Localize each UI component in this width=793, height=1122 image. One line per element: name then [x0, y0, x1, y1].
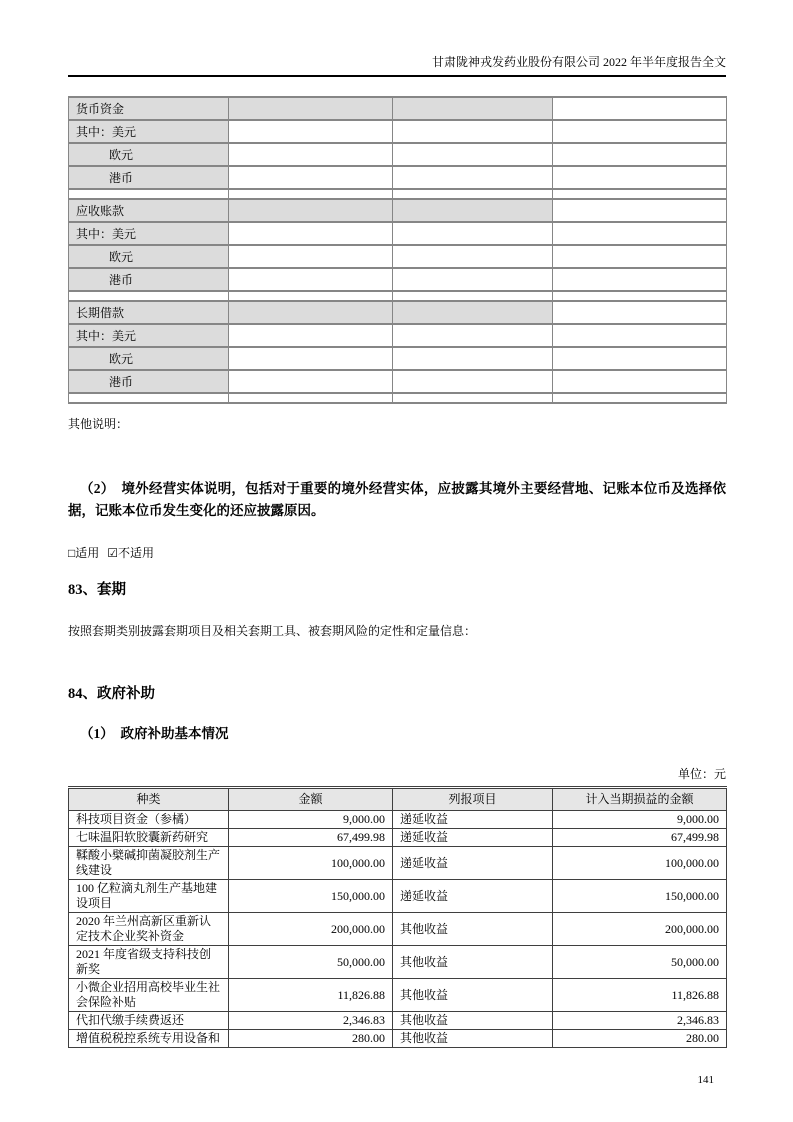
section-84-heading: 84、政府补助 [68, 686, 155, 702]
cell-amount: 2,346.83 [229, 1012, 393, 1030]
fx-spacer-row [69, 189, 727, 199]
fx-value-cell [553, 268, 727, 291]
fx-value-cell [393, 222, 553, 245]
fx-item-row [69, 347, 727, 370]
fx-item-label: 港币 [69, 166, 229, 189]
cell-category: 七味温阳软胶囊新药研究 [69, 829, 229, 847]
fx-value-cell [553, 222, 727, 245]
fx-value-cell [229, 97, 393, 120]
report-title: 甘肃陇神戎发药业股份有限公司 2022 年半年度报告全文 [431, 55, 726, 69]
cell-current-profit: 2,346.83 [553, 1012, 727, 1030]
fx-empty-cell [393, 291, 553, 301]
subsidy-row [69, 979, 727, 1012]
fx-empty-cell [553, 189, 727, 199]
fx-value-cell [553, 97, 727, 120]
cell-current-profit: 100,000.00 [553, 847, 727, 880]
fx-value-cell [229, 268, 393, 291]
applicable-checkbox: □适用 [68, 546, 100, 560]
cell-category: 100 亿粒滴丸剂生产基地建设项目 [69, 880, 229, 913]
cell-report-item: 其他收益 [393, 946, 553, 979]
subsidy-row [69, 1012, 727, 1030]
fx-value-cell [229, 347, 393, 370]
foreign-currency-table [68, 96, 727, 404]
cell-report-item: 递延收益 [393, 829, 553, 847]
not-applicable-checkbox: ☑不适用 [107, 546, 155, 560]
fx-empty-cell [229, 189, 393, 199]
other-note-label: 其他说明： [68, 417, 129, 431]
fx-item-row [69, 245, 727, 268]
fx-item-row [69, 120, 727, 143]
fx-value-cell [229, 370, 393, 393]
fx-empty-cell [229, 393, 393, 403]
fx-empty-cell [393, 189, 553, 199]
section-83-heading: 83、套期 [68, 582, 126, 598]
cell-report-item: 递延收益 [393, 811, 553, 829]
fx-item-label: 港币 [69, 268, 229, 291]
fx-item-row [69, 324, 727, 347]
cell-amount: 50,000.00 [229, 946, 393, 979]
fx-value-cell [553, 370, 727, 393]
fx-value-cell [393, 120, 553, 143]
fx-empty-cell [69, 189, 229, 199]
cell-report-item: 其他收益 [393, 1030, 553, 1048]
foreign-entity-heading: （2） 境外经营实体说明，包括对于重要的境外经营实体，应披露其境外主要经营地、记账本位币及选择依据，记账本位币发生变化的还应披露原因。 [68, 481, 726, 518]
cell-current-profit: 50,000.00 [553, 946, 727, 979]
cell-amount: 100,000.00 [229, 847, 393, 880]
fx-group-row [69, 97, 727, 120]
fx-item-label: 其中：美元 [69, 222, 229, 245]
fx-group-row [69, 199, 727, 222]
fx-empty-cell [69, 393, 229, 403]
fx-spacer-row [69, 393, 727, 403]
fx-value-cell [229, 143, 393, 166]
fx-empty-cell [553, 393, 727, 403]
fx-value-cell [393, 347, 553, 370]
header-category: 种类 [69, 788, 229, 811]
fx-value-cell [393, 370, 553, 393]
cell-amount: 9,000.00 [229, 811, 393, 829]
fx-value-cell [553, 199, 727, 222]
cell-report-item: 其他收益 [393, 1012, 553, 1030]
fx-value-cell [393, 166, 553, 189]
cell-amount: 280.00 [229, 1030, 393, 1048]
running-head [68, 0, 726, 77]
subsidy-row [69, 829, 727, 847]
fx-spacer-row [69, 291, 727, 301]
cell-category: 科技项目资金（参橘） [69, 811, 229, 829]
fx-value-cell [229, 301, 393, 324]
fx-item-label: 其中：美元 [69, 324, 229, 347]
header-current-profit: 计入当期损益的金额 [553, 788, 727, 811]
government-subsidy-table [68, 786, 727, 1048]
fx-empty-cell [229, 291, 393, 301]
fx-value-cell [553, 166, 727, 189]
fx-value-cell [393, 324, 553, 347]
fx-item-row [69, 268, 727, 291]
page-number: 141 [697, 1074, 714, 1086]
fx-item-row [69, 222, 727, 245]
fx-value-cell [229, 166, 393, 189]
subsidy-row [69, 811, 727, 829]
cell-amount: 200,000.00 [229, 913, 393, 946]
fx-value-cell [393, 301, 553, 324]
fx-value-cell [553, 301, 727, 324]
fx-empty-cell [69, 291, 229, 301]
fx-item-row [69, 370, 727, 393]
fx-value-cell [229, 324, 393, 347]
fx-value-cell [393, 97, 553, 120]
unit-label: 单位：元 [677, 767, 726, 781]
fx-value-cell [229, 245, 393, 268]
fx-item-label: 欧元 [69, 245, 229, 268]
fx-item-row [69, 166, 727, 189]
fx-item-row [69, 143, 727, 166]
cell-report-item: 其他收益 [393, 979, 553, 1012]
fx-group-label: 长期借款 [69, 301, 229, 324]
cell-amount: 150,000.00 [229, 880, 393, 913]
fx-value-cell [553, 324, 727, 347]
fx-group-label: 货币资金 [69, 97, 229, 120]
applicability-line [68, 545, 726, 561]
cell-category: 鞣酸小檗碱抑菌凝胶剂生产线建设 [69, 847, 229, 880]
header-report-item: 列报项目 [393, 788, 553, 811]
cell-category: 2020 年兰州高新区重新认定技术企业奖补资金 [69, 913, 229, 946]
fx-value-cell [553, 143, 727, 166]
fx-item-label: 港币 [69, 370, 229, 393]
fx-value-cell [553, 245, 727, 268]
subsidy-row [69, 946, 727, 979]
fx-item-label: 其中：美元 [69, 120, 229, 143]
subsidy-row [69, 1030, 727, 1048]
cell-current-profit: 11,826.88 [553, 979, 727, 1012]
subsidy-row [69, 847, 727, 880]
cell-category: 代扣代缴手续费返还 [69, 1012, 229, 1030]
cell-report-item: 递延收益 [393, 880, 553, 913]
fx-value-cell [393, 245, 553, 268]
cell-amount: 11,826.88 [229, 979, 393, 1012]
section-84-sub-heading: （1） 政府补助基本情况 [80, 726, 229, 741]
cell-category: 小微企业招用高校毕业生社会保险补贴 [69, 979, 229, 1012]
fx-value-cell [393, 143, 553, 166]
fx-value-cell [393, 199, 553, 222]
cell-report-item: 其他收益 [393, 913, 553, 946]
fx-group-label: 应收账款 [69, 199, 229, 222]
fx-value-cell [553, 347, 727, 370]
fx-item-label: 欧元 [69, 143, 229, 166]
cell-current-profit: 67,499.98 [553, 829, 727, 847]
fx-value-cell [229, 120, 393, 143]
cell-current-profit: 150,000.00 [553, 880, 727, 913]
header-amount: 金额 [229, 788, 393, 811]
cell-category: 增值税税控系统专用设备和 [69, 1030, 229, 1048]
fx-empty-cell [393, 393, 553, 403]
subsidy-row [69, 913, 727, 946]
fx-value-cell [553, 120, 727, 143]
cell-report-item: 递延收益 [393, 847, 553, 880]
subsidy-header-row [69, 788, 727, 811]
section-83-body: 按照套期类别披露套期项目及相关套期工具、被套期风险的定性和定量信息： [68, 624, 477, 638]
fx-group-row [69, 301, 727, 324]
fx-value-cell [229, 222, 393, 245]
cell-category: 2021 年度省级支持科技创新奖 [69, 946, 229, 979]
cell-current-profit: 9,000.00 [553, 811, 727, 829]
fx-empty-cell [553, 291, 727, 301]
subsidy-row [69, 880, 727, 913]
fx-value-cell [229, 199, 393, 222]
cell-current-profit: 200,000.00 [553, 913, 727, 946]
fx-item-label: 欧元 [69, 347, 229, 370]
fx-value-cell [393, 268, 553, 291]
cell-current-profit: 280.00 [553, 1030, 727, 1048]
cell-amount: 67,499.98 [229, 829, 393, 847]
